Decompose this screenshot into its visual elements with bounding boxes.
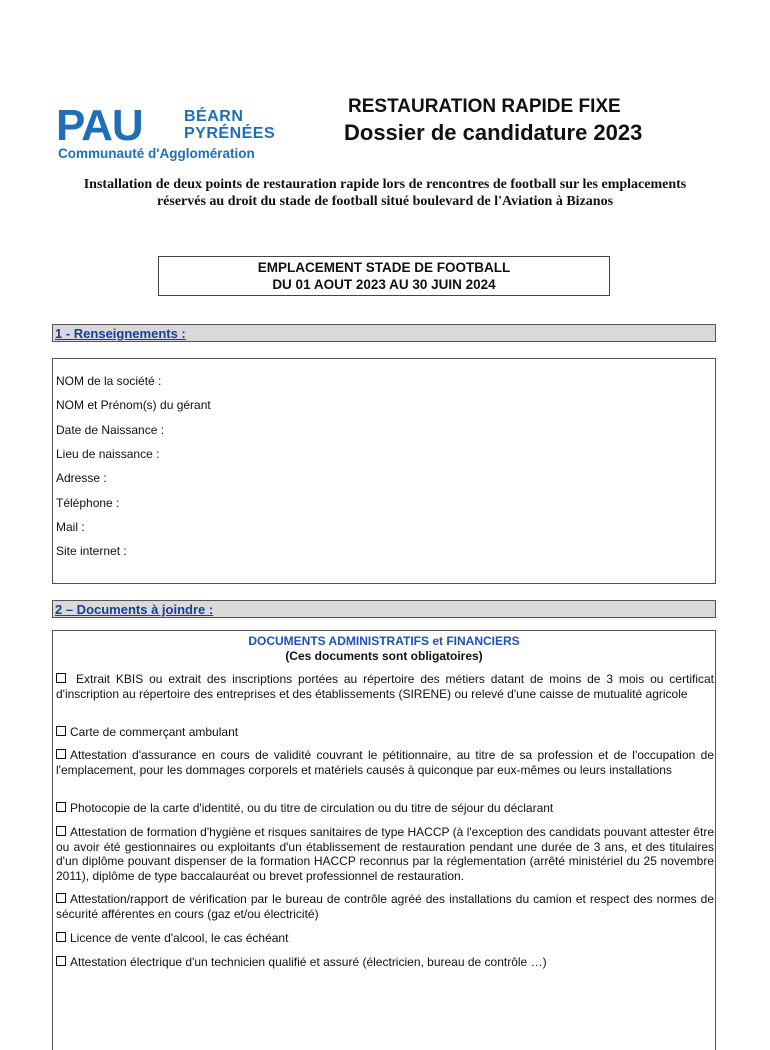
checkbox-icon[interactable] — [56, 749, 66, 759]
checkbox-icon[interactable] — [56, 893, 66, 903]
checkbox-icon[interactable] — [56, 956, 66, 966]
field-manager-name: NOM et Prénom(s) du gérant — [56, 398, 211, 412]
document-subtitle: Dossier de candidature 2023 — [344, 120, 643, 145]
document-item-text: Attestation d'assurance en cours de validité couvrant le pétitionnaire, au titre de sa profession et de l'occupation de l'emplacement, pour les dommages corporels et matériels causés à quiconque par eux-mêmes ou leurs installations — [56, 748, 714, 777]
field-website: Site internet : — [56, 544, 127, 558]
document-item — [56, 672, 714, 701]
document-item-text: Extrait KBIS ou extrait des inscriptions portées au répertoire des métiers datant de moins de 3 mois ou certificat d'inscription au répertoire des entreprises et des établissements (SIRENE) ou relevé d'une caisse de mutualité agricole — [56, 672, 714, 701]
emplacement-line1: EMPLACEMENT STADE DE FOOTBALL — [257, 260, 511, 275]
document-item-text: Carte de commerçant ambulant — [70, 725, 239, 739]
document-item — [56, 825, 714, 883]
checkbox-icon[interactable] — [56, 726, 66, 736]
logo-subtitle: Communauté d'Agglomération — [58, 146, 255, 161]
section1-title: 1 - Renseignements : — [55, 326, 186, 341]
field-company-name: NOM de la société : — [56, 374, 162, 388]
section2-title: 2 – Documents à joindre : — [55, 602, 214, 617]
logo-region-line1: BÉARN — [184, 108, 244, 125]
documents-title: DOCUMENTS ADMINISTRATIFS et FINANCIERS — [248, 634, 520, 648]
documents-heading — [52, 634, 716, 664]
renseignements-box — [52, 358, 716, 584]
field-birth-date: Date de Naissance : — [56, 423, 165, 437]
checkbox-icon[interactable] — [56, 826, 66, 836]
checkbox-icon[interactable] — [56, 673, 66, 683]
checkbox-icon[interactable] — [56, 932, 66, 942]
document-item — [56, 725, 714, 740]
document-title: RESTAURATION RAPIDE FIXE — [348, 96, 621, 117]
field-mail: Mail : — [56, 520, 85, 534]
logo-region — [184, 108, 275, 142]
documents-note: (Ces documents sont obligatoires) — [285, 649, 483, 663]
document-item-text: Attestation de formation d'hygiène et risques sanitaires de type HACCP (à l'exception des candidats pouvant attester être ou avoir été gestionnaires ou exploitants d'un établissement de restauration pendant une durée de 3 ans, et des titulaires d'un diplôme pouvant dispenser de la formation HACCP reconnus par la réglementation (arrêté ministériel du 25 novembre 2011), diplôme de type baccalauréat ou brevet professionnel de restauration. — [56, 825, 714, 883]
document-item-text: Attestation électrique d'un technicien qualifié et assuré (électricien, bureau de contrôle …) — [70, 955, 547, 969]
document-item — [56, 748, 714, 777]
document-item — [56, 892, 714, 921]
document-item-text: Photocopie de la carte d'identité, ou du titre de circulation ou du titre de séjour du déclarant — [70, 801, 554, 815]
document-item — [56, 931, 714, 946]
checkbox-icon[interactable] — [56, 802, 66, 812]
document-item — [56, 955, 714, 970]
document-item — [56, 801, 714, 816]
section1-header — [52, 324, 716, 342]
logo-region-line2: PYRÉNÉES — [184, 125, 276, 142]
logo-main-text: PAU — [56, 101, 143, 150]
field-birth-place: Lieu de naissance : — [56, 447, 160, 461]
section2-header — [52, 600, 716, 618]
field-phone: Téléphone : — [56, 496, 120, 510]
emplacement-box — [158, 256, 610, 296]
document-item-text: Licence de vente d'alcool, le cas échéant — [70, 931, 289, 945]
field-address: Adresse : — [56, 471, 107, 485]
document-item-text: Attestation/rapport de vérification par le bureau de contrôle agréé des installations du camion et respect des normes de sécurité afférentes en cours (gaz et/ou électricité) — [56, 892, 714, 921]
emplacement-line2: DU 01 AOUT 2023 AU 30 JUIN 2024 — [272, 277, 496, 292]
intro-text: Installation de deux points de restauration rapide lors de rencontres de football sur les emplacements réservés au droit du stade de football situé boulevard de l'Aviation à Bizanos — [83, 177, 687, 209]
pau-logo — [56, 101, 288, 162]
